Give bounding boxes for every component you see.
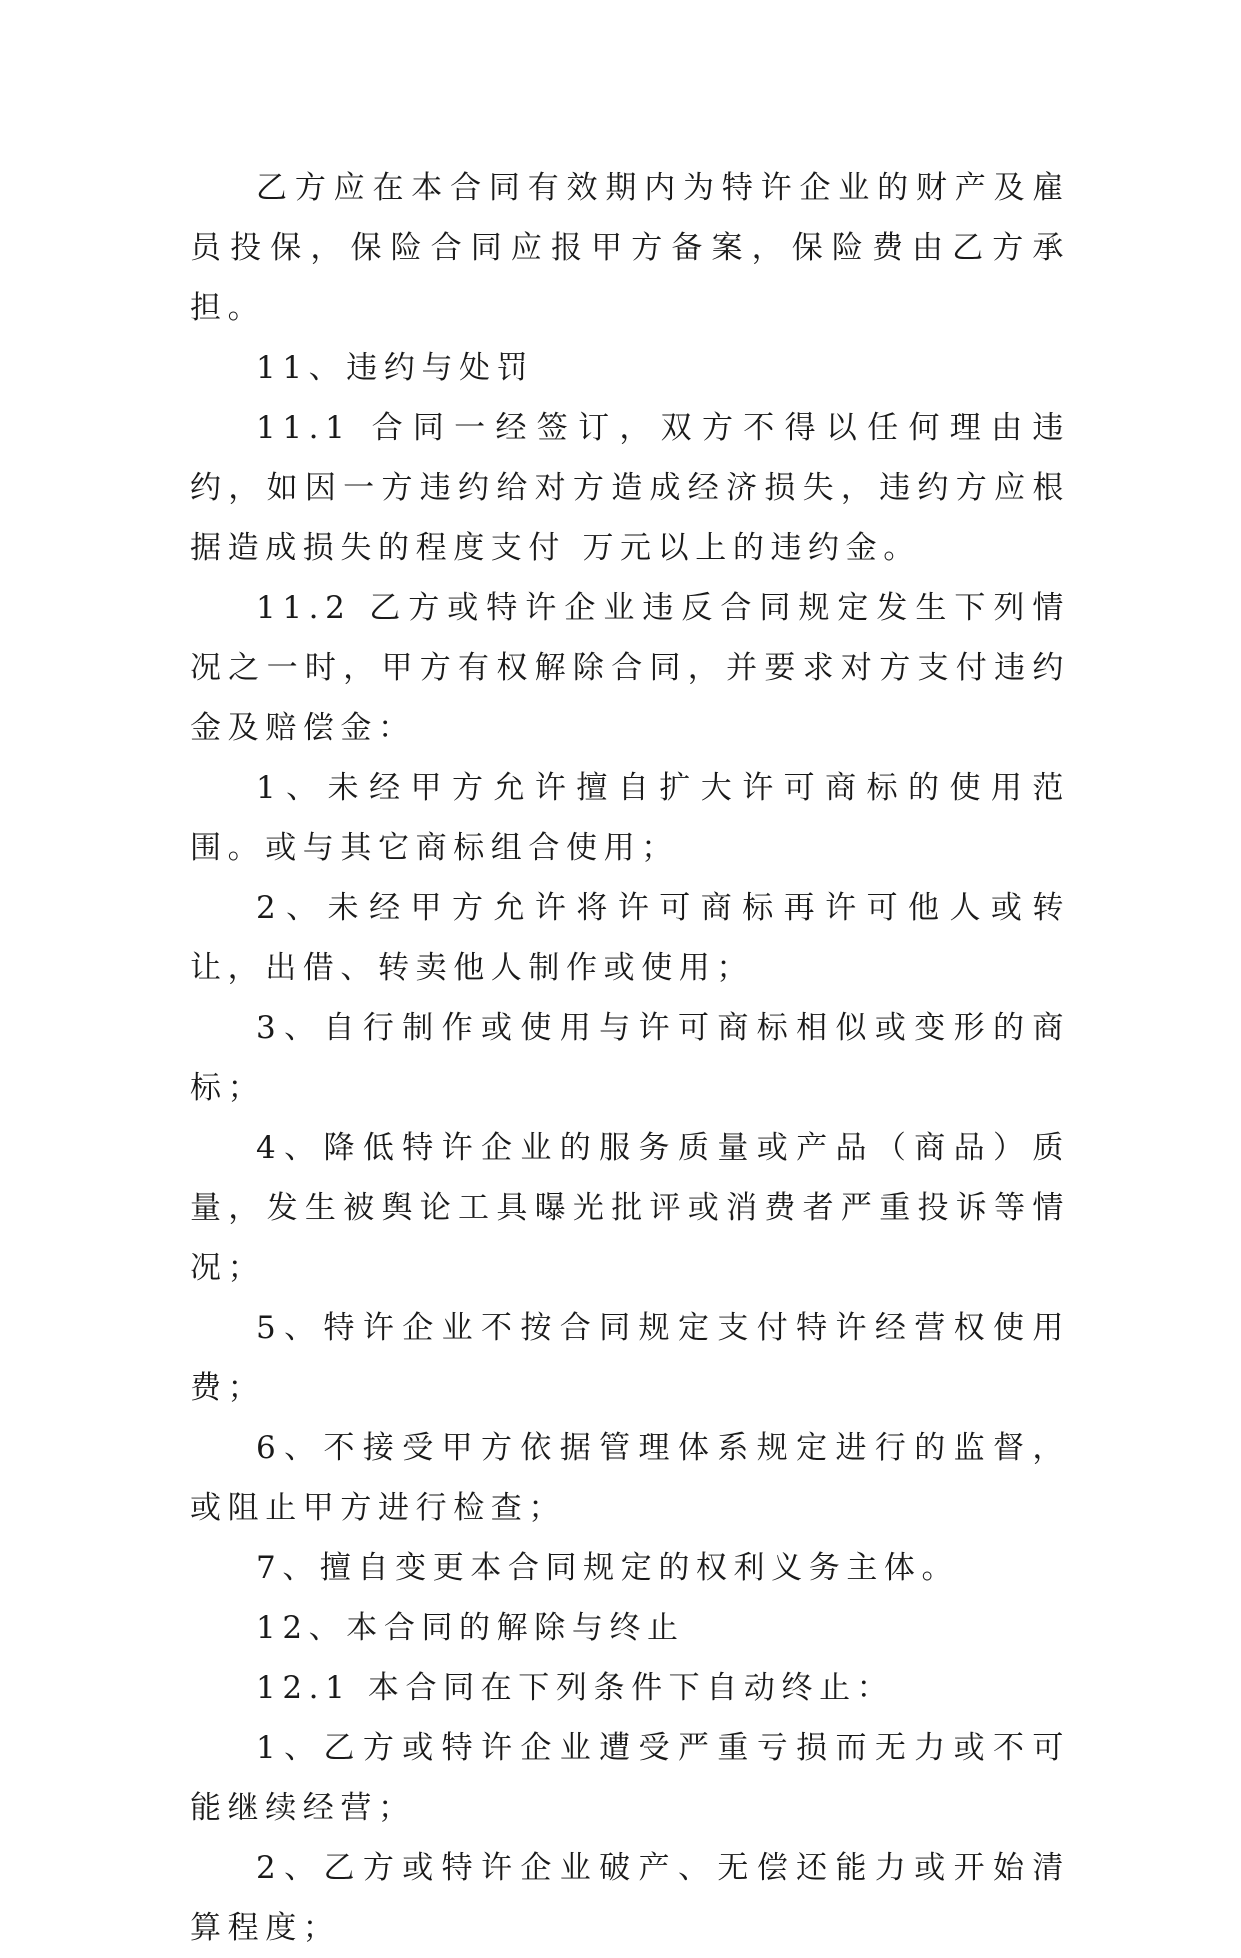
list-item: 1、未经甲方允许擅自扩大许可商标的使用范围。或与其它商标组合使用； <box>190 770 1070 866</box>
document-body <box>190 158 1070 1958</box>
list-item: 3、自行制作或使用与许可商标相似或变形的商标； <box>190 1010 1070 1106</box>
list-item: 2、未经甲方允许将许可商标再许可他人或转让，出借、转卖他人制作或使用； <box>190 890 1070 986</box>
clause-11-1: 11.1 合同一经签订，双方不得以任何理由违约，如因一方违约给对方造成经济损失，违约方应根据造成损失的程度支付 万元以上的违约金。 <box>190 410 1070 566</box>
paragraph-insurance: 乙方应在本合同有效期内为特许企业的财产及雇员投保，保险合同应报甲方备案，保险费由乙方承担。 <box>190 170 1070 326</box>
list-item: 4、降低特许企业的服务质量或产品（商品）质量，发生被舆论工具曝光批评或消费者严重投诉等情况； <box>190 1130 1070 1286</box>
clause-11-2: 11.2 乙方或特许企业违反合同规定发生下列情况之一时，甲方有权解除合同，并要求对方支付违约金及赔偿金： <box>190 590 1070 746</box>
section-heading-11: 11、违约与处罚 <box>256 350 535 386</box>
list-item: 1、乙方或特许企业遭受严重亏损而无力或不可能继续经营； <box>190 1730 1070 1826</box>
list-item: 6、不接受甲方依据管理体系规定进行的监督，或阻止甲方进行检查； <box>190 1430 1070 1526</box>
list-item: 7、擅自变更本合同规定的权利义务主体。 <box>256 1550 960 1586</box>
clause-12-1: 12.1 本合同在下列条件下自动终止： <box>256 1670 895 1706</box>
list-item: 5、特许企业不按合同规定支付特许经营权使用费； <box>190 1310 1070 1406</box>
list-item: 2、乙方或特许企业破产、无偿还能力或开始清算程度； <box>190 1850 1070 1946</box>
section-heading-12: 12、本合同的解除与终止 <box>256 1610 685 1646</box>
